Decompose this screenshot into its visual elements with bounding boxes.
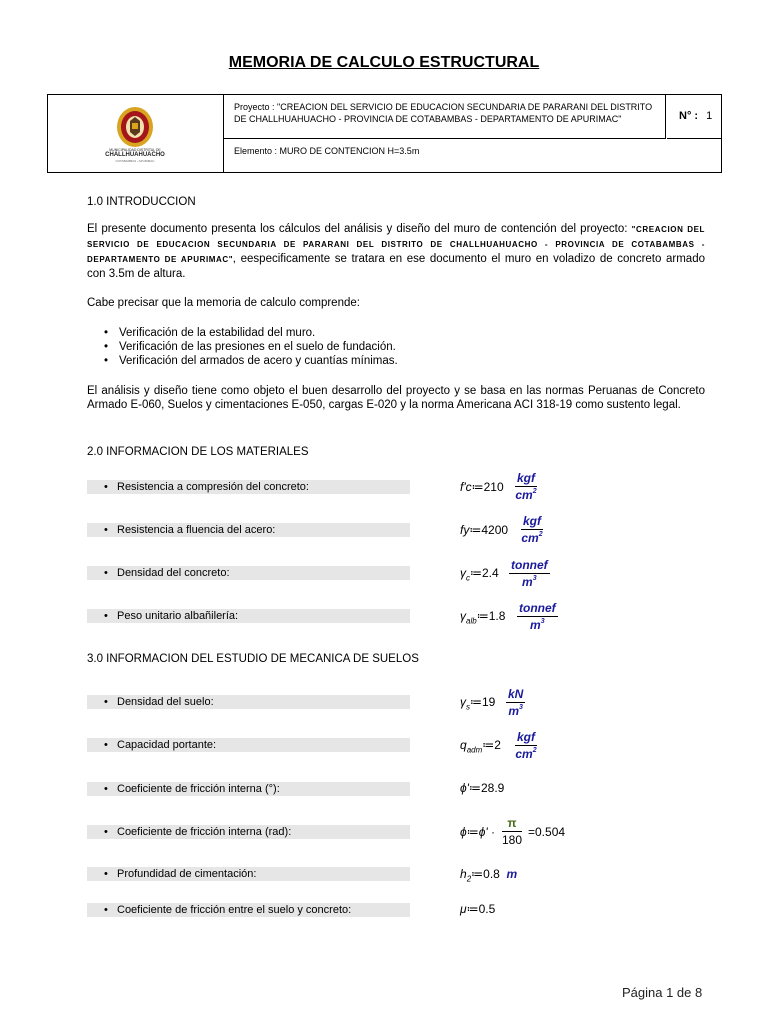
page-number: Página 1 de 8 <box>622 985 703 1000</box>
phi-rad-result: =0.504 <box>528 825 566 839</box>
param-row: • Capacidad portante: <box>87 738 410 752</box>
param-row: • Coeficiente de fricción entre el suelo y concreto: <box>87 903 410 917</box>
param-label: Densidad del suelo: <box>117 696 214 708</box>
formula-phi-rad: ϕ≔ϕ' · <box>460 825 495 839</box>
logo-caption-name: CHALLHUAHUACHO <box>105 152 165 158</box>
section-heading-intro: 1.0 INTRODUCCION <box>87 196 196 208</box>
number-value: 1 <box>706 110 713 122</box>
page-title: MEMORIA DE CALCULO ESTRUCTURAL <box>228 54 540 71</box>
formula-q-adm: $q_{adm}≔2$ <box>460 738 501 755</box>
unit-q-adm: kgf $cm^2$ <box>515 730 537 761</box>
project-cell <box>224 95 666 139</box>
formula-mu: μ≔0.5 <box>460 902 496 916</box>
pi-over-180: $\frac{\pi}{180}$ <box>502 816 523 847</box>
project-label: Proyecto : <box>234 102 275 112</box>
unit-gamma-s: $\frac{kN}{m^3}$ <box>508 687 524 718</box>
intro-text-a: El presente documento presenta los cálculos del análisis y diseño del muro de contención del proyecto: <box>87 223 628 235</box>
formula-gamma-s: $\gamma_s≔19$ <box>460 695 496 712</box>
formula-phi-deg: ϕ'≔28.9 <box>460 781 505 795</box>
list-item: • Verificación del armados de acero y cuantías mínimas. <box>104 354 398 368</box>
param-label: Profundidad de cimentación: <box>117 868 257 880</box>
param-label: Resistencia a fluencia del acero: <box>117 524 276 536</box>
param-row: • Peso unitario albañilería: <box>87 609 410 623</box>
param-row: • Resistencia a compresión del concreto: <box>87 480 410 494</box>
header-table <box>47 94 722 173</box>
coat-of-arms-icon <box>99 105 171 149</box>
logo-cell <box>48 95 224 172</box>
formula-gamma-alb: $\gamma_{alb}≔1.8$ <box>460 609 506 626</box>
number-label: N° : <box>679 110 699 122</box>
logo-caption-top: MUNICIPALIDAD DISTRITAL DE <box>109 148 161 152</box>
param-row: • Resistencia a fluencia del acero: <box>87 523 410 537</box>
param-row: • Profundidad de cimentación: <box>87 867 410 881</box>
list-item: • Verificación de la estabilidad del muro. <box>104 326 398 340</box>
unit-fc: kgf $cm^2$ <box>515 471 537 502</box>
element-text: MURO DE CONTENCION H=3.5m <box>279 146 420 156</box>
unit-gamma-c: tonnef $m^3$ <box>511 558 548 589</box>
param-row: • Densidad del concreto: <box>87 566 410 580</box>
unit-fy: kgf $cm^2$ <box>521 514 543 545</box>
intro-text-b: eespecificamente se tratara en ese documento el muro en voladizo de concreto armado con 3.5m de altura. <box>87 253 705 280</box>
element-cell <box>224 140 721 172</box>
scope-list <box>104 326 398 368</box>
list-item: • Verificación de las presiones en el suelo de fundación. <box>104 340 398 354</box>
section-heading-soils: 3.0 INFORMACION DEL ESTUDIO DE MECANICA DE SUELOS <box>87 653 419 665</box>
intro-paragraph <box>87 222 705 281</box>
param-row: • Densidad del suelo: <box>87 695 410 709</box>
param-row: • Coeficiente de fricción interna (°): <box>87 782 410 796</box>
unit-gamma-alb: tonnef $m^3$ <box>519 601 556 632</box>
municipality-logo <box>99 105 171 165</box>
param-label: Capacidad portante: <box>117 739 217 751</box>
section-heading-materials: 2.0 INFORMACION DE LOS MATERIALES <box>87 446 309 458</box>
formula-fy: fy≔4200 <box>460 523 509 537</box>
formula-gamma-c: $\gamma_c≔2.4$ <box>460 566 499 583</box>
param-label: Resistencia a compresión del concreto: <box>117 481 309 493</box>
number-cell <box>667 95 721 139</box>
param-label: Densidad del concreto: <box>117 567 230 579</box>
scope-paragraph: Cabe precisar que la memoria de calculo comprende: <box>87 297 360 309</box>
param-label: Coeficiente de fricción interna (°): <box>117 783 280 795</box>
norms-paragraph: El análisis y diseño tiene como objeto el buen desarrollo del proyecto y se basa en las normas Peruanas de Concreto Armado E-060, Suelos y cimentaciones E-050, cargas E-020 y la norma Americana ACI 318-19 como sustento legal. <box>87 385 705 411</box>
element-label: Elemento : <box>234 146 278 156</box>
formula-h2: $h_2≔0.8$ m <box>460 867 518 884</box>
param-label: Coeficiente de fricción entre el suelo y concreto: <box>117 904 352 916</box>
formula-fc: f'c≔210 <box>460 480 504 494</box>
project-text: "CREACION DEL SERVICIO DE EDUCACION SECUNDARIA DE PARARANI DEL DISTRITO DE CHALLHUAHUACHO - PROVINCIA DE COTABAMBAS - DEPARTAMENTO DE APURIMAC" <box>234 102 653 124</box>
intro-project-caps: "CREACION DEL SERVICIO DE EDUCACION SECUNDARIA DE PARARANI DEL DISTRITO DE CHALLHUAHUACHO - PROVINCIA DE COTABAMBAS - DEPARTAMENTO DE APURIMAC", <box>87 225 706 264</box>
logo-caption-bottom: COTABAMBAS - APURIMAC <box>115 159 155 163</box>
param-row: • Coeficiente de fricción interna (rad): <box>87 825 410 839</box>
param-label: Peso unitario albañilería: <box>117 610 239 622</box>
param-label: Coeficiente de fricción interna (rad): <box>117 826 292 838</box>
